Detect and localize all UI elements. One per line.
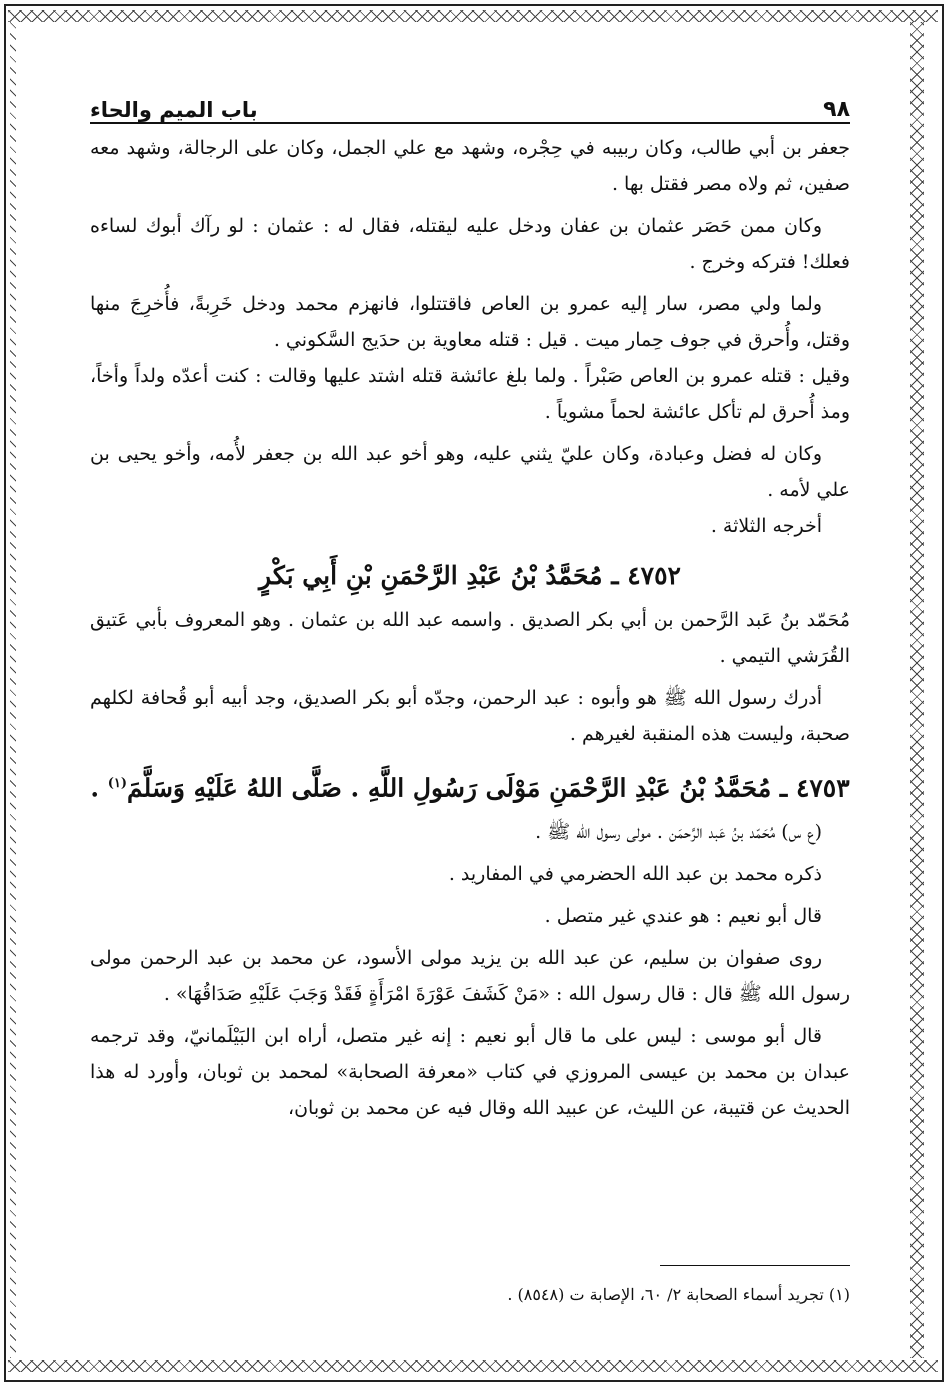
paragraph: ولما ولي مصر، سار إليه عمرو بن العاص فاقتتلوا، فانهزم محمد ودخل خَرِبةً، فأُخرِجَ منها وقتل، وأُحرق في جوف حِمار ميت . قيل : قتله معاوية بن حدَيج السَّكوني . <box>90 293 850 351</box>
running-header <box>90 88 850 124</box>
entry-heading-end: . <box>90 773 108 803</box>
paragraph: ذكره محمد بن عبد الله الحضرمي في المفاريد . <box>448 863 822 886</box>
paragraph: قال أبو موسى : ليس على ما قال أبو نعيم : إنه غير متصل، أراه ابن البَيْلَمانيّ، وقد ترجمه عبدان بن محمد بن عيسى المروزي في كتاب «معرفة الصحابة» لمحمد بن ثوبان، وأورد له هذا الحديث عن قتيبة، عن الليث، عن عبيد الله وقال فيه عن محمد بن ثوبان، <box>90 1025 850 1120</box>
paragraph: (ع س) مُحَمّد بنُ عَبد الرَّحمَن . مولى رسول الله ﷺ . <box>535 821 822 844</box>
paragraph: جعفر بن أبي طالب، وكان ربيبه في حِجْره، وشهد مع علي الجمل، وكان على الرجالة، وشهد معه صفين، ثم ولاه مصر فقتل بها . <box>90 137 850 195</box>
decorative-border-left <box>10 22 16 1358</box>
footnote: (١) تجريد أسماء الصحابة ٢/ ٦٠، الإصابة ت (٨٥٤٨) . <box>507 1285 850 1304</box>
body-text <box>90 130 850 1126</box>
chapter-title: باب الميم والحاء <box>90 98 258 122</box>
entry-heading-text: ٤٧٥٣ ـ مُحَمَّدُ بْنُ عَبْدِ الرَّحْمَنِ مَوْلَى رَسُولِ اللَّهِ . صَلَّى اللهُ عَلَيْهِ وَسَلَّمَ <box>127 773 850 803</box>
paragraph: وكان ممن حَصَر عثمان بن عفان ودخل عليه ليقتله، فقال له : عثمان : لو رآك أبوك لساءه فعلك! فتركه وخرج . <box>90 215 850 273</box>
paragraph: قال أبو نعيم : هو عندي غير متصل . <box>544 905 822 928</box>
paragraph: روى صفوان بن سليم، عن عبد الله بن يزيد مولى الأسود، عن محمد بن عبد الرحمن مولى رسول الله ﷺ قال : قال رسول الله : «مَنْ كَشَفَ عَوْرَةَ امْرَأَةٍ فَقَدْ وَجَبَ عَلَيْهِ صَدَاقُهَا» . <box>90 947 850 1006</box>
footnote-rule <box>660 1265 850 1266</box>
entry-heading-4753 <box>90 762 850 810</box>
paragraph: مُحَمّد بنُ عَبد الرَّحمن بن أبي بكر الصديق . واسمه عبد الله بن عثمان . وهو المعروف بأبي عَتيق القُرَشي التيمي . <box>90 609 850 667</box>
footnote-marker: (١) <box>107 776 128 791</box>
paragraph: أخرجه الثلاثة . <box>710 515 822 537</box>
entry-heading-4752: ٤٧٥٢ ـ مُحَمَّدُ بْنُ عَبْدِ الرَّحْمَنِ بْنِ أَبِي بَكْرٍ <box>259 561 681 590</box>
decorative-border-bottom <box>8 1360 938 1372</box>
decorative-border-top <box>8 10 938 22</box>
decorative-border-right <box>910 22 924 1358</box>
page-number: ٩٨ <box>823 97 850 122</box>
page-content <box>90 88 850 1126</box>
paragraph: وكان له فضل وعبادة، وكان عليّ يثني عليه، وهو أخو عبد الله بن جعفر لأُمه، وأخو يحيى بن علي لأمه . <box>90 443 850 501</box>
paragraph: وقيل : قتله عمرو بن العاص صَبْراً . ولما بلغ عائشة قتله اشتد عليها وقالت : كنت أعدّه ولداً وأخاً، ومذ أُحرق لم تأكل عائشة لحماً مشوياً . <box>90 365 850 423</box>
paragraph: أدرك رسول الله ﷺ هو وأبوه : عبد الرحمن، وجدّه أبو بكر الصديق، وجد أبيه أبو قُحافة لكلهم صحبة، وليست هذه المنقبة لغيرهم . <box>90 687 850 745</box>
